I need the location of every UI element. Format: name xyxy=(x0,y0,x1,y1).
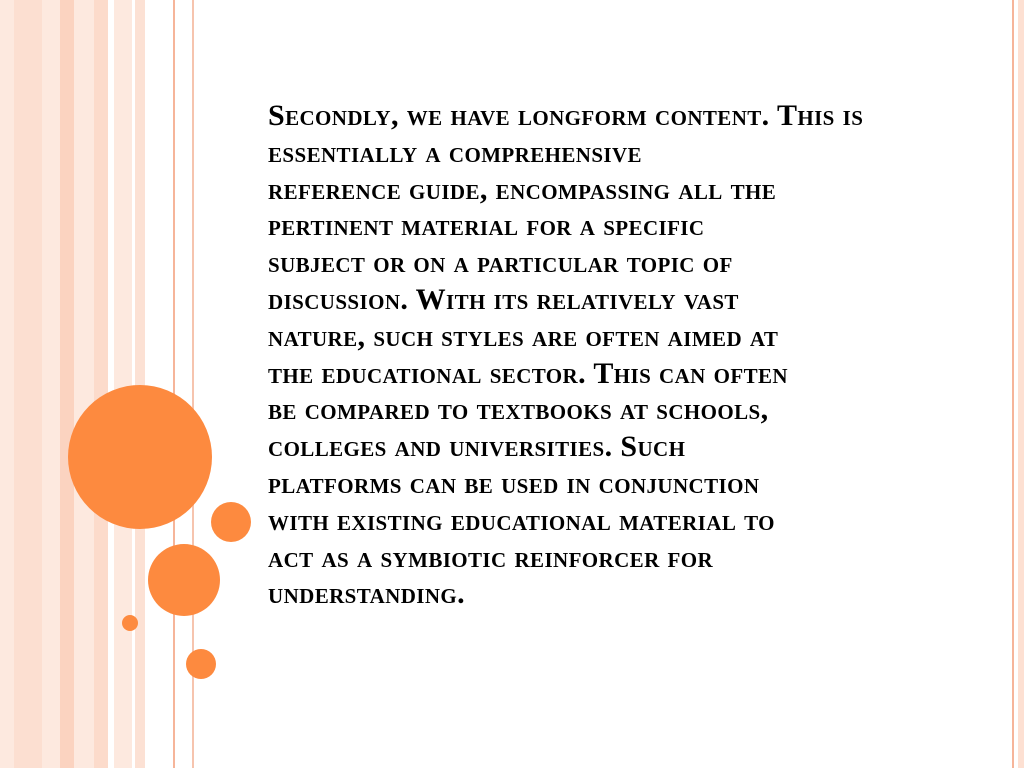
decorative-circles xyxy=(0,0,260,768)
medium-orange-circle xyxy=(148,544,220,616)
tiny-orange-circle xyxy=(122,615,138,631)
small-orange-circle xyxy=(211,502,251,542)
large-orange-circle xyxy=(68,385,212,529)
slide-body-text: Secondly, we have longform content. This is essentially a comprehensive reference guide, encompassing all the pertinent material for a specific subject or on a particular topic of discussion. With its relatively vast nature, such styles are often aimed at the educational sector. This can often be compared to textbooks at schools, colleges and universities. Such platforms can be used in conjunction with existing educational material to act as a symbiotic reinforcer for understanding. xyxy=(268,99,864,611)
right-edge-lines xyxy=(1012,0,1024,768)
small-orange-circle-bottom xyxy=(186,649,216,679)
